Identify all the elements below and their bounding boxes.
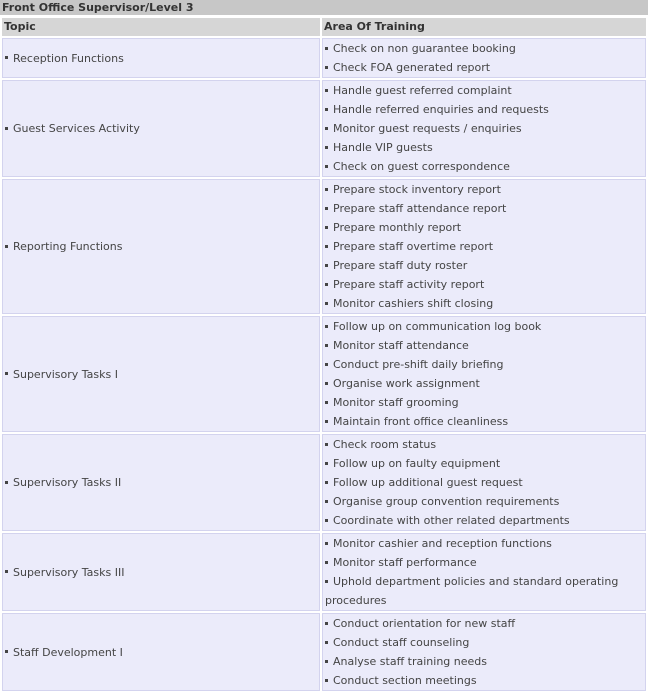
training-item-label: Monitor guest requests / enquiries — [333, 122, 522, 135]
list-item — [325, 492, 643, 511]
list-item — [325, 473, 643, 492]
bullet-icon — [325, 344, 328, 347]
area-cell — [322, 38, 646, 78]
list-item — [325, 81, 643, 100]
training-item-label: Analyse staff training needs — [333, 655, 487, 668]
list-item — [325, 199, 643, 218]
table-body — [2, 38, 646, 691]
bullet-icon — [325, 519, 328, 522]
topic-label: Reception Functions — [13, 51, 124, 65]
list-item — [325, 256, 643, 275]
training-item-label: Coordinate with other related departments — [333, 514, 570, 527]
list-item — [325, 39, 643, 58]
training-item-label: Handle VIP guests — [333, 141, 433, 154]
list-item — [325, 119, 643, 138]
training-item-label: Prepare staff overtime report — [333, 240, 494, 253]
topic-cell — [2, 533, 320, 611]
training-item-label: Check on non guarantee booking — [333, 42, 516, 55]
list-item — [325, 553, 643, 572]
bullet-icon — [325, 580, 328, 583]
list-item — [325, 138, 643, 157]
list-item — [325, 412, 643, 431]
list-item — [325, 355, 643, 374]
training-item-label: Monitor staff attendance — [333, 339, 469, 352]
bullet-icon — [325, 146, 328, 149]
bullet-icon — [325, 561, 328, 564]
table-row — [2, 316, 646, 432]
training-item-label: Monitor staff performance — [333, 556, 477, 569]
bullet-icon — [5, 127, 8, 130]
list-item — [325, 157, 643, 176]
bullet-icon — [325, 245, 328, 248]
bullet-icon — [325, 302, 328, 305]
list-item — [325, 671, 643, 690]
training-item-label: Conduct pre-shift daily briefing — [333, 358, 504, 371]
topic-label: Guest Services Activity — [13, 122, 140, 135]
bullet-icon — [5, 56, 8, 59]
training-item-label: Handle referred enquiries and requests — [333, 103, 549, 116]
table-row — [2, 80, 646, 177]
bullet-icon — [325, 127, 328, 130]
list-item — [325, 374, 643, 393]
training-item-label: Handle guest referred complaint — [333, 84, 512, 97]
list-item — [325, 435, 643, 454]
training-item-label: Follow up additional guest request — [333, 476, 523, 489]
area-cell — [322, 179, 646, 314]
list-item — [325, 218, 643, 237]
topic-label: Reporting Functions — [13, 240, 123, 253]
topic-header: Topic — [2, 18, 320, 36]
training-item-label: Prepare staff duty roster — [333, 259, 468, 272]
training-item-label: Check on guest correspondence — [333, 160, 510, 173]
topic-cell — [2, 316, 320, 432]
bullet-icon — [325, 264, 328, 267]
bullet-icon — [5, 570, 8, 573]
topic-cell — [2, 613, 320, 691]
training-item-label: Prepare stock inventory report — [333, 183, 501, 196]
training-table — [0, 16, 648, 693]
bullet-icon — [325, 207, 328, 210]
training-item-label: Prepare staff activity report — [333, 278, 485, 291]
bullet-icon — [325, 641, 328, 644]
training-item-label: Organise group convention requirements — [333, 495, 560, 508]
bullet-icon — [5, 372, 8, 375]
training-item-label: Follow up on communication log book — [333, 320, 542, 333]
training-item-label: Check room status — [333, 438, 437, 451]
table-header-row — [2, 18, 646, 36]
list-item — [325, 534, 643, 553]
training-item-label: Conduct orientation for new staff — [333, 617, 516, 630]
list-item — [325, 454, 643, 473]
page-title: Front Office Supervisor/Level 3 — [0, 0, 648, 15]
bullet-icon — [325, 363, 328, 366]
list-item — [325, 237, 643, 256]
area-cell — [322, 316, 646, 432]
bullet-icon — [5, 650, 8, 653]
bullet-icon — [325, 188, 328, 191]
training-item-label: Uphold department policies and standard operating procedures — [325, 575, 619, 607]
topic-label: Supervisory Tasks III — [13, 565, 125, 579]
list-item — [325, 614, 643, 633]
bullet-icon — [5, 481, 8, 484]
bullet-icon — [325, 66, 328, 69]
list-item — [325, 652, 643, 671]
topic-label: Staff Development I — [13, 645, 123, 659]
bullet-icon — [325, 462, 328, 465]
table-row — [2, 533, 646, 611]
bullet-icon — [325, 226, 328, 229]
bullet-icon — [325, 622, 328, 625]
training-item-label: Conduct section meetings — [333, 674, 477, 687]
bullet-icon — [325, 500, 328, 503]
list-item — [325, 317, 643, 336]
list-item — [325, 275, 643, 294]
table-row — [2, 179, 646, 314]
table-row — [2, 434, 646, 531]
list-item — [325, 572, 643, 610]
training-item-label: Monitor cashiers shift closing — [333, 297, 494, 310]
training-item-label: Organise work assignment — [333, 377, 480, 390]
bullet-icon — [5, 245, 8, 248]
area-cell — [322, 613, 646, 691]
topic-label: Supervisory Tasks I — [13, 367, 118, 381]
list-item — [325, 100, 643, 119]
bullet-icon — [325, 283, 328, 286]
bullet-icon — [325, 542, 328, 545]
training-item-label: Prepare staff attendance report — [333, 202, 507, 215]
topic-cell — [2, 434, 320, 531]
bullet-icon — [325, 108, 328, 111]
bullet-icon — [325, 420, 328, 423]
table-row — [2, 38, 646, 78]
bullet-icon — [325, 325, 328, 328]
bullet-icon — [325, 382, 328, 385]
bullet-icon — [325, 401, 328, 404]
list-item — [325, 633, 643, 652]
bullet-icon — [325, 165, 328, 168]
topic-cell — [2, 80, 320, 177]
bullet-icon — [325, 481, 328, 484]
training-item-label: Follow up on faulty equipment — [333, 457, 501, 470]
training-item-label: Maintain front office cleanliness — [333, 415, 509, 428]
bullet-icon — [325, 660, 328, 663]
bullet-icon — [325, 679, 328, 682]
bullet-icon — [325, 47, 328, 50]
list-item — [325, 180, 643, 199]
topic-cell — [2, 38, 320, 78]
area-cell — [322, 80, 646, 177]
training-item-label: Check FOA generated report — [333, 61, 491, 74]
area-cell — [322, 533, 646, 611]
training-item-label: Monitor staff grooming — [333, 396, 459, 409]
training-item-label: Prepare monthly report — [333, 221, 462, 234]
area-cell — [322, 434, 646, 531]
bullet-icon — [325, 89, 328, 92]
table-row — [2, 613, 646, 691]
bullet-icon — [325, 443, 328, 446]
topic-cell — [2, 179, 320, 314]
list-item — [325, 511, 643, 530]
training-item-label: Monitor cashier and reception functions — [333, 537, 552, 550]
list-item — [325, 294, 643, 313]
list-item — [325, 393, 643, 412]
list-item — [325, 58, 643, 77]
training-item-label: Conduct staff counseling — [333, 636, 470, 649]
topic-label: Supervisory Tasks II — [13, 476, 122, 489]
list-item — [325, 336, 643, 355]
area-header: Area Of Training — [322, 18, 646, 36]
